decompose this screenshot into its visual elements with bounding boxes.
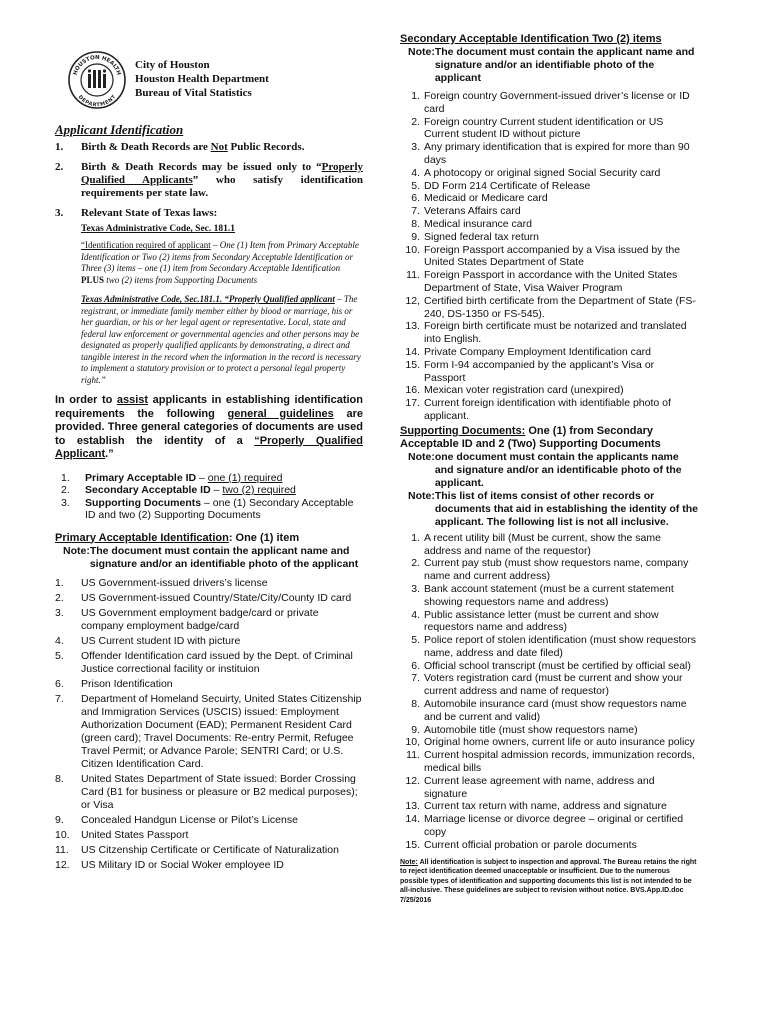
list-item: 9. Automobile title (must show requestors name) <box>411 723 638 736</box>
category-item: 1. Primary Acceptable ID – one (1) required <box>61 471 283 484</box>
list-item: 12, Certified birth certificate from the Department of State (FS-240, DS-1350 or FS-545). <box>405 294 696 320</box>
list-item: 6. Medicaid or Medicare card <box>411 192 548 205</box>
list-item: 11. Foreign Passport in accordance with the United States Department of State, Visa Waiver Program <box>406 269 678 294</box>
health-department-seal-icon <box>67 50 127 110</box>
list-item: 17. Current foreign identification with identifiable photo of applicant. <box>405 397 671 422</box>
intro-item <box>55 161 363 200</box>
list-item: 2. Foreign country Current student identification or US Current student ID without picture <box>411 115 664 141</box>
right-column <box>400 33 698 905</box>
supporting-list <box>400 532 698 852</box>
item-number: 2. <box>55 161 64 173</box>
list-item: 15. Current official probation or parole documents <box>405 838 637 851</box>
intro-item <box>55 141 363 154</box>
list-item: 4. US Current student ID with picture <box>55 634 241 647</box>
org-department: Houston Health Department <box>135 73 269 85</box>
secondary-list <box>400 90 698 423</box>
list-item: 4. Public assistance letter (must be current and show requestors name and address) <box>411 608 659 634</box>
footnote: Note: All identification is subject to inspection and approval. The Bureau retains the right to reject identification deemed unacceptable or insufficient. Due to the numerous possible types of identification and supporting documents this list is not intended to be all-inclusive. These guidelines are subject to revision without notice. BVS.App.ID.doc 7/25/2016 <box>400 858 697 904</box>
list-item: 9. Signed federal tax return <box>411 230 539 243</box>
list-item: 10. United States Passport <box>55 828 189 841</box>
list-item: 2. Current pay stub (must show requestors name, company name and current address) <box>411 557 689 583</box>
supporting-note-1: Note: one document must contain the applicants name and signature and/or an identificable photo of the applicant. <box>408 450 682 489</box>
category-item: 3. Supporting Documents – one (1) Secondary Acceptable ID and two (2) Supporting Documents <box>61 496 354 521</box>
item-text: Birth & Death Records may be issued only to “Properly Qualified Applicants” who satisfy identification requirements per state law. <box>81 161 363 199</box>
category-item: 2. Secondary Acceptable ID – two (2) required <box>61 484 296 496</box>
document-header <box>55 40 363 110</box>
list-item: 7. Voters registration card (must be current and show your current address and name of requestor) <box>411 672 683 698</box>
supporting-heading: Supporting Documents: One (1) from Secondary Acceptable ID and 2 (Two) Supporting Documents <box>400 424 661 450</box>
code-paragraph-qualified: Texas Administrative Code, Sec.181.1. “Properly Qualified applicant – The registrant, or immediate family member either by blood or marriage, his or her guardian, or his or her legal agent or representative. Local, state and federal law enforcement or governmental agencies and other persons may be designated as properly qualified applicants by demonstrating, a direct and tangible interest in the record when the information in the record is necessary to implement a statutory provision or to protect a personal legal property right.” <box>81 294 361 385</box>
intro-item <box>55 207 363 220</box>
list-item: 12. Current lease agreement with name, address and signature <box>405 774 655 800</box>
list-item: 13. Foreign birth certificate must be notarized and translated into English. <box>405 320 687 346</box>
list-item: 11. US Citzenship Certificate or Certificate of Naturalization <box>55 843 339 856</box>
list-item: 8. Automobile insurance card (must show requestors name and be current and valid) <box>411 698 687 723</box>
list-item: 1. Foreign country Government-issued driver’s license or ID card <box>411 90 690 115</box>
secondary-note: Note: The document must contain the applicant name and signature and/or an identifiable photo of the applicant <box>408 46 695 84</box>
list-item: 7. Department of Homeland Secuirty, United States Citizenship and Immigration Services (USCIS) issued: Employment Authorization Document (EAD); Permanent Resident Card (green card); Travel Documents: Re-entry Permit, Refugee Travel Permit; or Advance Parole; SENTRI Card; or U.S. Citizen Identification Card. <box>55 692 362 770</box>
primary-note: Note: The document must contain the applicant name and signature and/or an identifiable photo of the applicant <box>63 544 359 570</box>
list-item: 4. A photocopy or original signed Social Security card <box>411 166 661 179</box>
organization-block <box>135 58 269 100</box>
left-column <box>55 40 363 874</box>
page-title: Applicant Identification <box>55 122 184 137</box>
list-item: 13. Current tax return with name, address and signature <box>405 800 667 813</box>
list-item: 10. Foreign Passport accompanied by a Visa issued by the United States Department of State <box>405 243 681 269</box>
list-item: 8. United States Department of State issued: Border Crossing Card (B1 for business or pleasure or B2 medical purposes); or Visa <box>55 772 358 811</box>
list-item: 6. Official school transcript (must be certified by official seal) <box>411 659 691 672</box>
list-item: 7. Veterans Affairs card <box>411 205 521 218</box>
primary-heading: Primary Acceptable Identification: One (1) item <box>55 531 300 544</box>
item-number: 3. <box>55 207 64 219</box>
list-item: 3. US Government employment badge/card or private company employment badge/card <box>55 606 319 632</box>
list-item: 5. Police report of stolen identification (must show requestors name, address and date filed) <box>411 634 696 659</box>
list-item: 3. Any primary identification that is expired for more than 90 days <box>411 141 690 166</box>
list-item: 6. Prison Identification <box>55 677 173 690</box>
guidelines-paragraph: In order to assist applicants in establishing identification requirements the following general guidelines are provided. Three general categories of documents are used to establish the identity of a “Properly Qualified Applicant.” <box>55 394 363 460</box>
list-item: 12. US Military ID or Social Woker employee ID <box>55 858 284 871</box>
item-text: Birth & Death Records are Not Public Records. <box>81 141 305 153</box>
list-item: 1. A recent utility bill (Must be current, show the same address and name of the requestor) <box>411 531 661 557</box>
category-list <box>55 472 363 522</box>
list-item: 5. Offender Identification card issued by the Dept. of Criminal Justice correctional facility or instituion <box>55 649 353 675</box>
secondary-heading: Secondary Acceptable Identification Two (2) items <box>400 33 662 45</box>
list-item: 16. Mexican voter registration card (unexpired) <box>405 384 624 397</box>
list-item: 10, Original home owners, current life or auto insurance policy <box>405 736 695 749</box>
supporting-note-2: Note: This list of items consist of other records or documents that aid in establishing the identity of the applicant. The following list is not all inclusive. <box>408 489 698 528</box>
list-item: 14. Private Company Employment Identification card <box>405 345 652 358</box>
item-text: Relevant State of Texas laws: <box>81 207 218 219</box>
org-city: City of Houston <box>135 59 210 71</box>
list-item: 8. Medical insurance card <box>411 217 532 230</box>
seal-text-bottom: DEPARTMENT <box>76 94 118 109</box>
list-item: 14. Marriage license or divorce degree – original or certified copy <box>405 813 684 839</box>
list-item: 15. Form I-94 accompanied by the applicant’s Visa or Passport <box>405 358 655 384</box>
list-item: 1. US Government-issued drivers’s license <box>55 576 268 589</box>
primary-list <box>55 577 363 872</box>
intro-list <box>55 141 363 220</box>
code-paragraph: “Identification required of applicant – One (1) Item from Primary Acceptable Identification or Two (2) items from Secondary Acceptable Identification or Three (3) items – one (1) item from Secondary Acceptable Identification PLUS two (2) items from Supporting Documents <box>81 240 359 285</box>
list-item: 2. US Government-issued Country/State/City/County ID card <box>55 591 352 604</box>
list-item: 5. DD Form 214 Certificate of Release <box>411 179 591 192</box>
list-item: 3. Bank account statement (must be a current statement showing requestors name and address) <box>411 582 674 608</box>
org-bureau: Bureau of Vital Statistics <box>135 87 252 99</box>
list-item: 11. Current hospital admission records, immunization records, medical bills <box>406 749 695 775</box>
code-heading: Texas Administrative Code, Sec. 181.1 <box>81 224 236 234</box>
item-number: 1. <box>55 141 64 153</box>
list-item: 9. Concealed Handgun License or Pilot’s License <box>55 813 298 826</box>
seal-text-top: HOUSTON HEALTH <box>72 54 122 77</box>
